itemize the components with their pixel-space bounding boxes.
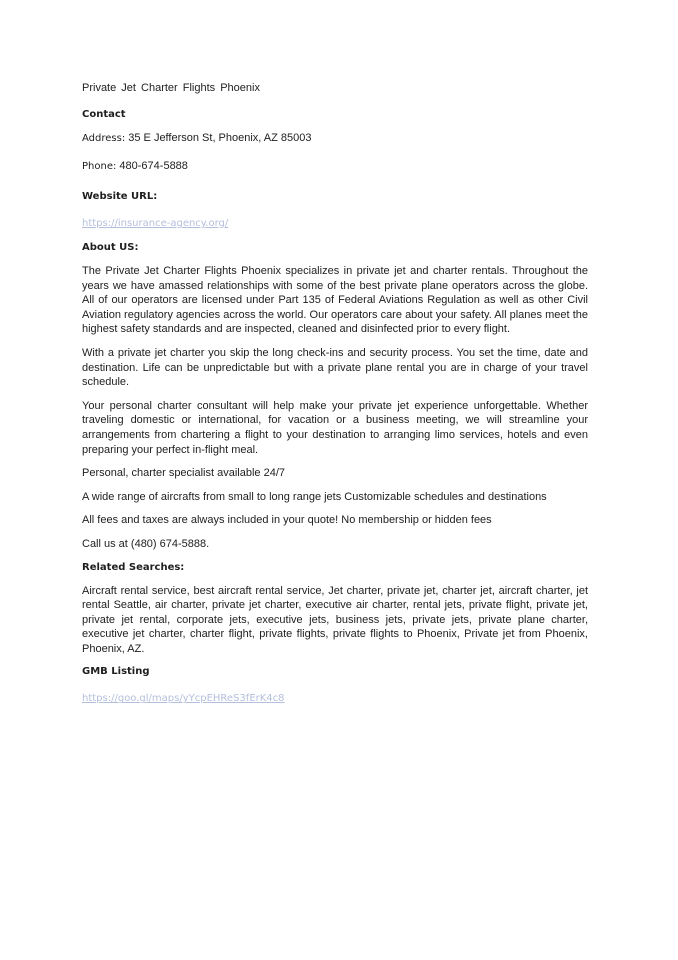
phone-label: Phone: [82, 161, 117, 172]
address-value: 35 E Jefferson St, Phoenix, AZ 85003 [125, 132, 312, 144]
gmb-link[interactable]: https://goo.gl/maps/yYcpEHReS3fErK4c8 [82, 693, 285, 705]
phone-line [82, 159, 588, 174]
about-heading: About US: [82, 242, 139, 253]
about-paragraph-6: All fees and taxes are always included in your quote! No membership or hidden fees [82, 514, 492, 527]
document-page [82, 80, 588, 716]
address-label: Address: [82, 133, 126, 144]
phone-value: 480-674-5888 [116, 160, 188, 172]
about-paragraph-4: Personal, charter specialist available 24/7 [82, 467, 286, 480]
website-heading: Website URL: [82, 191, 158, 202]
gmb-heading: GMB Listing [82, 666, 150, 678]
about-paragraph-1: The Private Jet Charter Flights Phoenix specializes in private jet and charter rentals. Throughout the years we have amassed relationships with some of the best private plane operators across the globe. All of our operators are licensed under Part 135 of Federal Aviations Regulation as well as other Civil Aviation regulatory agencies across the world. Our operators care about your safety. All planes meet the highest safety standards and are inspected, cleaned and disinfected prior to every flight. [82, 265, 588, 336]
document-title: Private Jet Charter Flights Phoenix [82, 82, 260, 94]
related-heading: Related Searches: [82, 561, 185, 573]
about-paragraph-2: With a private jet charter you skip the long check-ins and security process. You set the time, date and destination. Life can be unpredictable but with a private plane rental you are in charge of your travel schedule. [82, 346, 588, 389]
address-line [82, 131, 588, 146]
about-paragraph-5: A wide range of aircrafts from small to long range jets Customizable schedules and destinations [82, 490, 547, 503]
related-searches-text: Aircraft rental service, best aircraft rental service, Jet charter, private jet, charter jet, aircraft charter, jet rental Seattle, air charter, private jet charter, executive air charter, rental jets, private flight, private jet, private jet rental, corporate jets, executive jets, business jets, private jets, private plane charter, executive jet charter, charter flight, private flights, private flights to Phoenix, Private jet from Phoenix, Phoenix, AZ. [82, 584, 588, 655]
contact-heading: Contact [82, 109, 126, 120]
about-paragraph-3: Your personal charter consultant will help make your private jet experience unforgettable. Whether traveling domestic or international, for vacation or a business meeting, we will streamline your arrangements from chartering a flight to your destination to arranging limo services, hotels and even preparing your perfect in-flight meal. [82, 399, 588, 456]
about-paragraph-7: Call us at (480) 674-5888. [82, 537, 210, 550]
website-link[interactable]: https://insurance-agency.org/ [82, 218, 229, 229]
